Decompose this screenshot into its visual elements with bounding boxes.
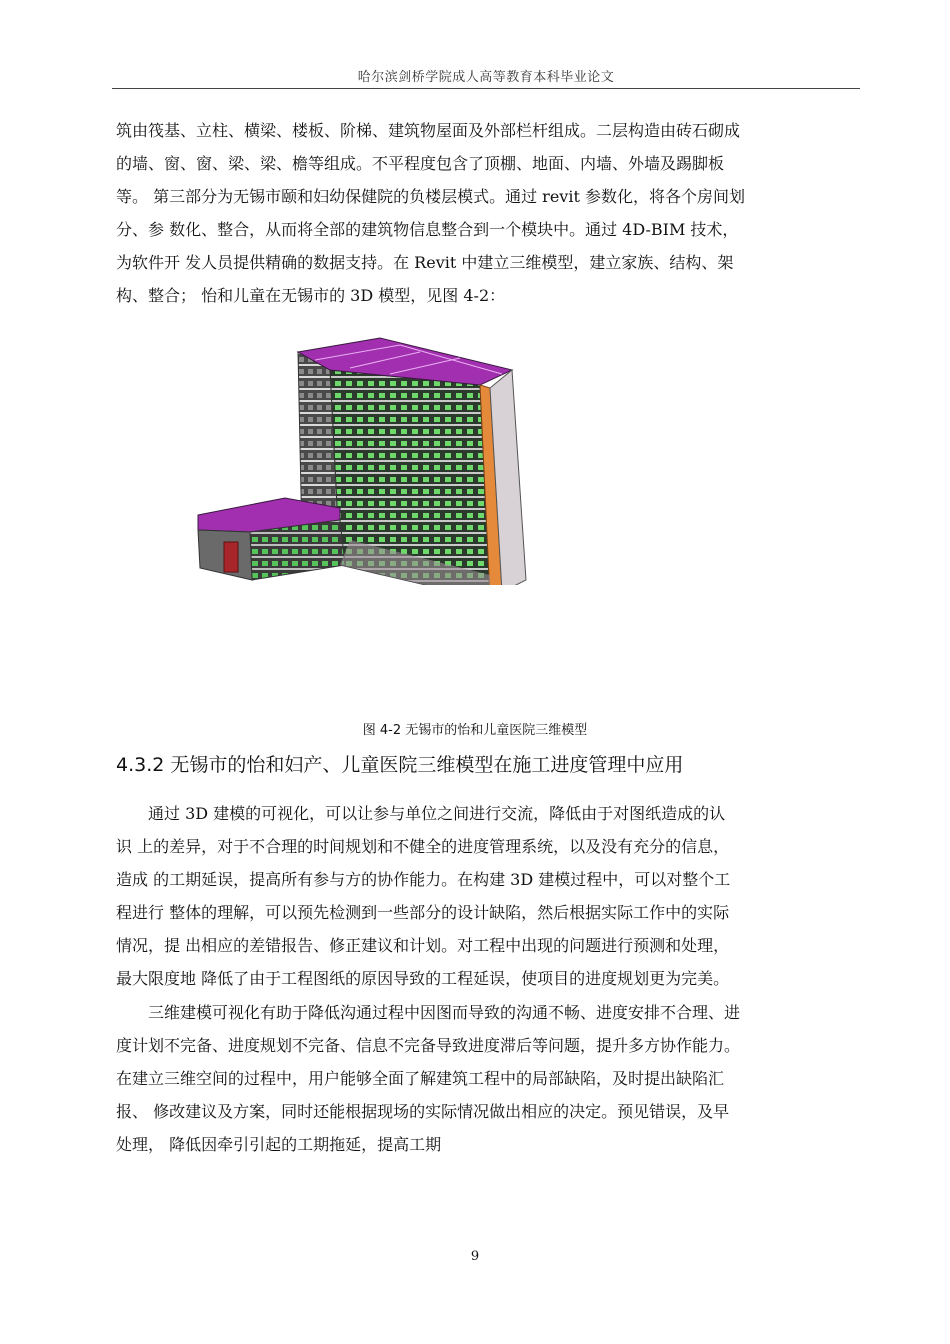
paragraph-line: 报、 修改建议及方案，同时还能根据现场的实际情况做出相应的决定。预见错误，及早 [116, 1102, 730, 1121]
paragraph-line: 构、整合； 怡和儿童在无锡市的 3D 模型，见图 4-2： [116, 286, 506, 305]
figure-caption: 图 4-2 无锡市的怡和儿童医院三维模型 [362, 723, 588, 738]
paragraph-line: 为软件开 发人员提供精确的数据支持。在 Revit 中建立三维模型，建立家族、结构、架 [116, 253, 734, 272]
paragraph-line: 最大限度地 降低了由于工程图纸的原因导致的工程延误，使项目的进度规划更为完美。 [116, 969, 730, 988]
page-header-title: 哈尔滨剑桥学院成人高等教育本科毕业论文 [357, 70, 615, 85]
building-3d-model-image [190, 330, 535, 585]
building-3d-model-figure [190, 330, 535, 585]
header-rule [112, 88, 860, 89]
paragraph-line: 造成 的工期延误，提高所有参与方的协作能力。在构建 3D 建模过程中，可以对整个工 [116, 870, 731, 889]
paragraph-line: 情况，提 出相应的差错报告、修正建议和计划。对工程中出现的问题进行预测和处理， [116, 936, 730, 955]
paragraph-2 [116, 797, 860, 995]
page-number: 9 [470, 1249, 480, 1264]
paragraph-line: 筑由筏基、立柱、横梁、楼板、阶梯、建筑物屋面及外部栏杆组成。二层构造由砖石砌成 [116, 121, 741, 140]
paragraph-line: 的墙、窗、窗、梁、梁、檐等组成。不平程度包含了顶棚、地面、内墙、外墙及踢脚板 [116, 154, 725, 173]
paragraph-3 [116, 996, 860, 1161]
paragraph-line: 程进行 整体的理解，可以预先检测到一些部分的设计缺陷，然后根据实际工作中的实际 [116, 903, 730, 922]
paragraph-line: 通过 3D 建模的可视化，可以让参与单位之间进行交流，降低由于对图纸造成的认 [148, 804, 726, 823]
paragraph-line: 三维建模可视化有助于降低沟通过程中因图而导致的沟通不畅、进度安排不合理、进 [148, 1003, 741, 1022]
paragraph-line: 分、参 数化、整合，从而将全部的建筑物信息整合到一个模块中。通过 4D-BIM 技术， [116, 220, 739, 239]
paragraph-line: 处理， 降低因牵引引起的工期拖延，提高工期 [116, 1135, 442, 1154]
paragraph-1 [116, 114, 860, 312]
paragraph-line: 度计划不完备、进度规划不完备、信息不完备导致进度滞后等问题，提升多方协作能力。 [116, 1036, 741, 1055]
paragraph-line: 在建立三维空间的过程中，用户能够全面了解建筑工程中的局部缺陷，及时提出缺陷汇 [116, 1069, 725, 1088]
section-heading: 4.3.2 无锡市的怡和妇产、儿童医院三维模型在施工进度管理中应用 [116, 754, 684, 776]
paragraph-line: 识 上的差异，对于不合理的时间规划和不健全的进度管理系统，以及没有充分的信息， [116, 837, 730, 856]
paragraph-line: 等。 第三部分为无锡市颐和妇幼保健院的负楼层模式。通过 revit 参数化，将各个房间划 [116, 187, 745, 206]
